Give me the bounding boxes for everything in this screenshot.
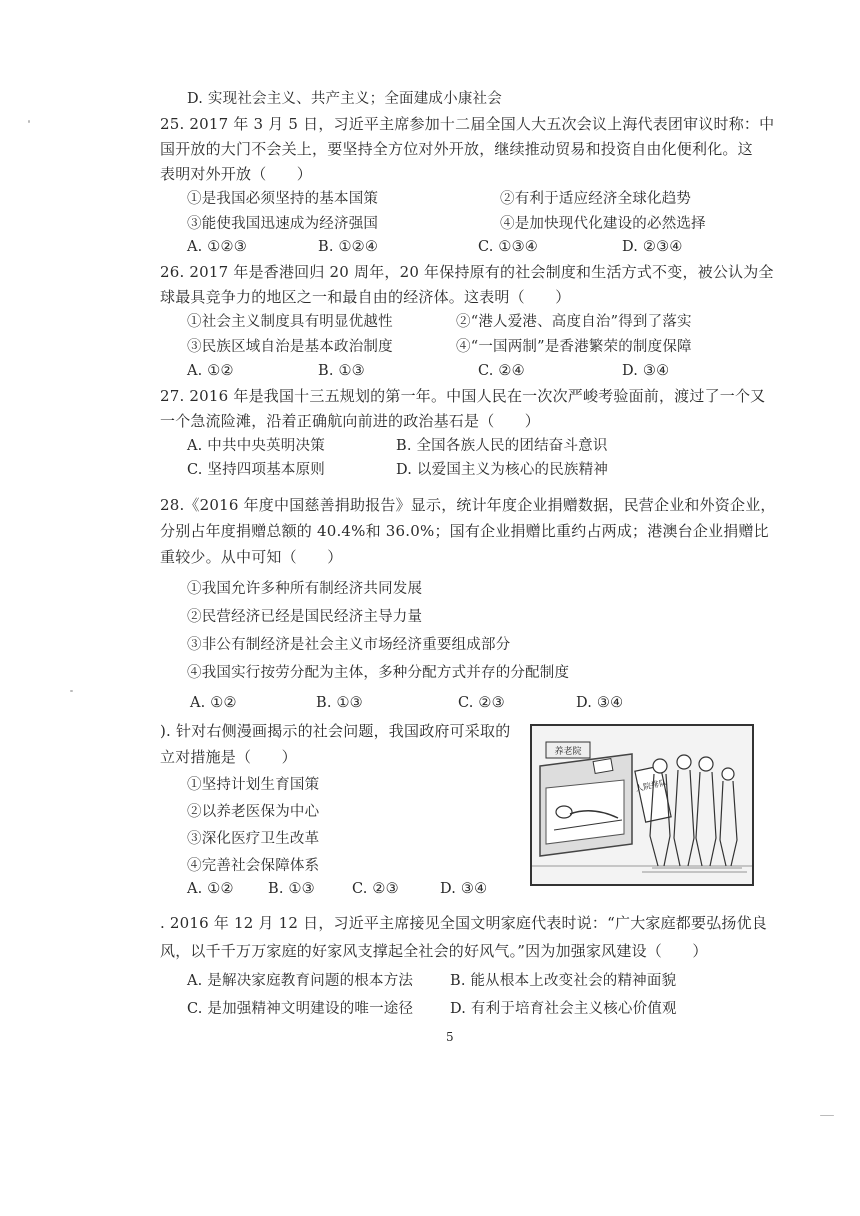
q28-line-3: 重较少。从中可知（ ） (160, 548, 343, 566)
q28-statement-4: ④我国实行按劳分配为主体，多种分配方式并存的分配制度 (187, 665, 570, 681)
q29-line-2: 立对措施是（ ） (160, 748, 297, 766)
q29-option-b: B. ①③ (268, 881, 315, 897)
q25-statement-2: ②有利于适应经济全球化趋势 (500, 191, 692, 207)
q29-line-1: ). 针对右侧漫画揭示的社会问题，我国政府可采取的 (160, 722, 511, 740)
q30-option-c: C. 是加强精神文明建设的唯一途径 (187, 1001, 414, 1017)
cartoon-board-text: 人院排队 (634, 777, 668, 794)
q29-statement-1: ①坚持计划生育国策 (187, 777, 320, 793)
q29-option-a: A. ①② (187, 881, 234, 897)
q28-option-a: A. ①② (190, 695, 237, 711)
scan-speck (820, 1115, 834, 1116)
cartoon-illustration (530, 724, 754, 886)
q24-option-d: D. 实现社会主义、共产主义；全面建成小康社会 (187, 91, 502, 107)
q28-option-c: C. ②③ (458, 695, 505, 711)
q25-option-c: C. ①③④ (478, 239, 538, 255)
q26-statement-1: ①社会主义制度具有明显优越性 (187, 314, 393, 330)
q30-option-d: D. 有利于培育社会主义核心价值观 (450, 1001, 677, 1017)
q26-option-d: D. ③④ (622, 363, 670, 379)
scan-speck (70, 690, 73, 692)
q26-statement-3: ③民族区域自治是基本政治制度 (187, 339, 393, 355)
q26-line-1: 26. 2017 年是香港回归 20 周年，20 年保持原有的社会制度和生活方式不变，被公认为全 (160, 263, 774, 281)
q25-option-b: B. ①②④ (318, 239, 379, 255)
q30-option-b: B. 能从根本上改变社会的精神面貌 (450, 973, 677, 989)
q27-line-2: 一个急流险滩，沿着正确航向前进的政治基石是（ ） (160, 412, 541, 430)
q28-line-1: 28.《2016 年度中国慈善捐助报告》显示，统计年度企业捐赠数据，民营企业和外资企业， (160, 496, 776, 514)
q25-statement-3: ③能使我国迅速成为经济强国 (187, 216, 379, 232)
q26-statement-4: ④“一国两制”是香港繁荣的制度保障 (456, 339, 692, 355)
q29-option-c: C. ②③ (352, 881, 399, 897)
page-number: 5 (446, 1030, 454, 1044)
q25-statement-4: ④是加快现代化建设的必然选择 (500, 216, 706, 232)
q29-statement-3: ③深化医疗卫生改革 (187, 831, 320, 847)
q26-option-a: A. ①② (187, 363, 234, 379)
q26-statement-2: ②“港人爱港、高度自治”得到了落实 (456, 314, 692, 330)
q29-statement-4: ④完善社会保障体系 (187, 858, 320, 874)
q30-line-1: . 2016 年 12 月 12 日，习近平主席接见全国文明家庭代表时说：“广大家庭都要弘扬优良 (160, 914, 767, 932)
cartoon-sign-text: 养老院 (554, 747, 582, 757)
q29-statement-2: ②以养老医保为中心 (187, 804, 320, 820)
q28-option-d: D. ③④ (576, 695, 624, 711)
q25-statement-1: ①是我国必须坚持的基本国策 (187, 191, 379, 207)
q27-line-1: 27. 2016 年是我国十三五规划的第一年。中国人民在一次次严峻考验面前，渡过了一个又 (160, 387, 766, 405)
q30-option-a: A. 是解决家庭教育问题的根本方法 (187, 973, 414, 989)
cartoon-drawing (532, 726, 752, 884)
q27-option-d: D. 以爱国主义为核心的民族精神 (396, 462, 609, 478)
q25-line-3: 表明对外开放（ ） (160, 165, 313, 183)
q26-line-2: 球最具竞争力的地区之一和最自由的经济体。这表明（ ） (160, 288, 571, 306)
q25-line-1: 25. 2017 年 3 月 5 日，习近平主席参加十二届全国人大五次会议上海代表团审议时称：中 (160, 115, 775, 133)
q28-option-b: B. ①③ (316, 695, 363, 711)
q26-option-c: C. ②④ (478, 363, 525, 379)
q25-option-d: D. ②③④ (622, 239, 683, 255)
q28-statement-2: ②民营经济已经是国民经济主导力量 (187, 609, 423, 625)
q30-line-2: 风，以千千万万家庭的好家风支撑起全社会的好风气。”因为加强家风建设（ ） (160, 942, 708, 960)
q29-option-d: D. ③④ (440, 881, 488, 897)
q27-option-a: A. 中共中央英明决策 (187, 438, 325, 454)
q28-line-2: 分别占年度捐赠总额的 40.4%和 36.0%；国有企业捐赠比重约占两成；港澳台企业捐赠比 (160, 522, 769, 540)
q28-statement-3: ③非公有制经济是社会主义市场经济重要组成部分 (187, 637, 511, 653)
q26-option-b: B. ①③ (318, 363, 365, 379)
scan-speck (28, 120, 30, 123)
q27-option-b: B. 全国各族人民的团结奋斗意识 (396, 438, 608, 454)
q28-statement-1: ①我国允许多种所有制经济共同发展 (187, 581, 423, 597)
q25-line-2: 国开放的大门不会关上，要坚持全方位对外开放，继续推动贸易和投资自由化便利化。这 (160, 140, 753, 158)
q25-option-a: A. ①②③ (187, 239, 247, 255)
q27-option-c: C. 坚持四项基本原则 (187, 462, 325, 478)
